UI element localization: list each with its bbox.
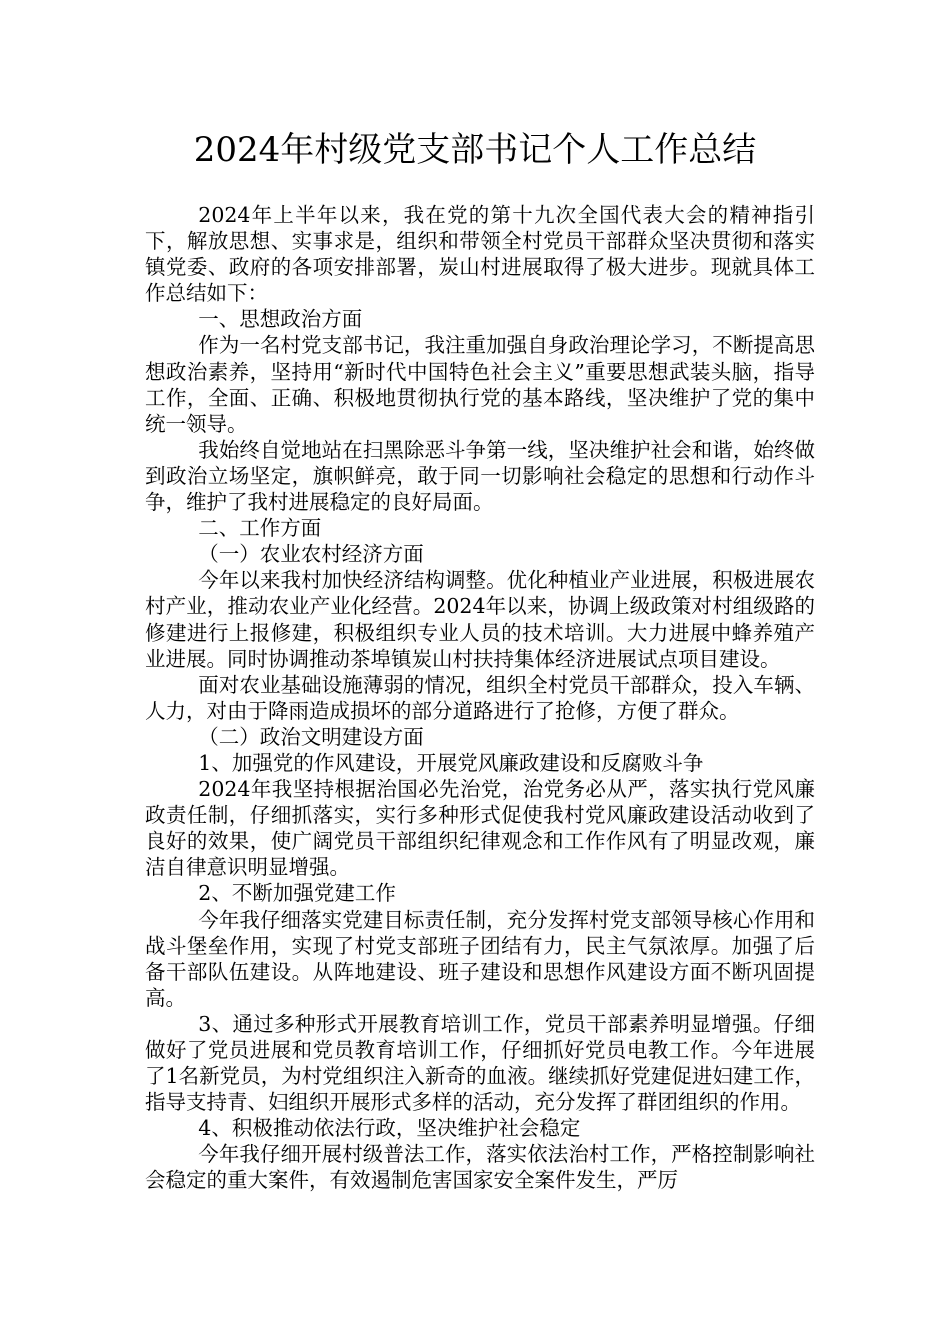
document-body: [145, 202, 815, 1194]
item-heading: 4、积极推动依法行政，坚决维护社会稳定: [198, 1116, 581, 1141]
body-paragraph: 3、通过多种形式开展教育培训工作，党员干部素养明显增强。仔细做好了党员进展和党员教育培训工作，仔细抓好党员电教工作。今年进展了1名新党员，为村党组织注入新奇的血液。继续抓好党建促进妇建工作，指导支持青、妇组织开展形式多样的活动，充分发挥了群团组织的作用。: [145, 1011, 815, 1115]
body-paragraph: 今年我仔细落实党建目标责任制，充分发挥村党支部领导核心作用和战斗堡垒作用，实现了村党支部班子团结有力，民主气氛浓厚。加强了后备干部队伍建设。从阵地建设、班子建设和思想作风建设方面不断巩固提高。: [145, 907, 815, 1010]
body-paragraph: 我始终自觉地站在扫黑除恶斗争第一线，坚决维护社会和谐，始终做到政治立场坚定，旗帜鲜亮，敢于同一切影响社会稳定的思想和行动作斗争，维护了我村进展稳定的良好局面。: [145, 437, 815, 515]
body-paragraph: 作为一名村党支部书记，我注重加强自身政治理论学习，不断提高思想政治素养，坚持用“新时代中国特色社会主义”重要思想武装头脑，指导工作，全面、正确、积极地贯彻执行党的基本路线，坚决维护了党的集中统一领导。: [145, 333, 815, 436]
section-heading: 一、思想政治方面: [198, 307, 363, 332]
document-title: 2024年村级党支部书记个人工作总结: [193, 130, 757, 170]
body-paragraph: 2024年我坚持根据治国必先治党，治党务必从严，落实执行党风廉政责任制，仔细抓落实，实行多种形式促使我村党风廉政建设活动收到了良好的效果，使广阔党员干部组织纪律观念和工作作风有了明显改观，廉洁自律意识明显增强。: [145, 777, 815, 880]
body-paragraph: 今年以来我村加快经济结构调整。优化种植业产业进展，积极进展农村产业，推动农业产业化经营。2024年以来，协调上级政策对村组级路的修建进行上报修建，积极组织专业人员的技术培训。大力进展中蜂养殖产业进展。同时协调推动茶埠镇炭山村扶持集体经济进展试点项目建设。: [145, 568, 815, 671]
body-paragraph: 面对农业基础设施薄弱的情况，组织全村党员干部群众，投入车辆、人力，对由于降雨造成损坏的部分道路进行了抢修，方便了群众。: [145, 672, 815, 723]
item-heading: 1、加强党的作风建设，开展党风廉政建设和反腐败斗争: [198, 750, 704, 775]
body-paragraph: 2024年上半年以来，我在党的第十九次全国代表大会的精神指引下，解放思想、实事求是，组织和带领全村党员干部群众坚决贯彻和落实镇党委、政府的各项安排部署，炭山村进展取得了极大进步。现就具体工作总结如下：: [145, 203, 815, 306]
item-heading: 2、不断加强党建工作: [198, 881, 396, 906]
body-paragraph: 今年我仔细开展村级普法工作，落实依法治村工作，严格控制影响社会稳定的重大案件，有效遏制危害国家安全案件发生，严厉: [145, 1142, 815, 1193]
subsection-heading: （二）政治文明建设方面: [198, 724, 424, 749]
section-heading: 二、工作方面: [198, 516, 322, 541]
subsection-heading: （一）农业农村经济方面: [198, 542, 424, 567]
